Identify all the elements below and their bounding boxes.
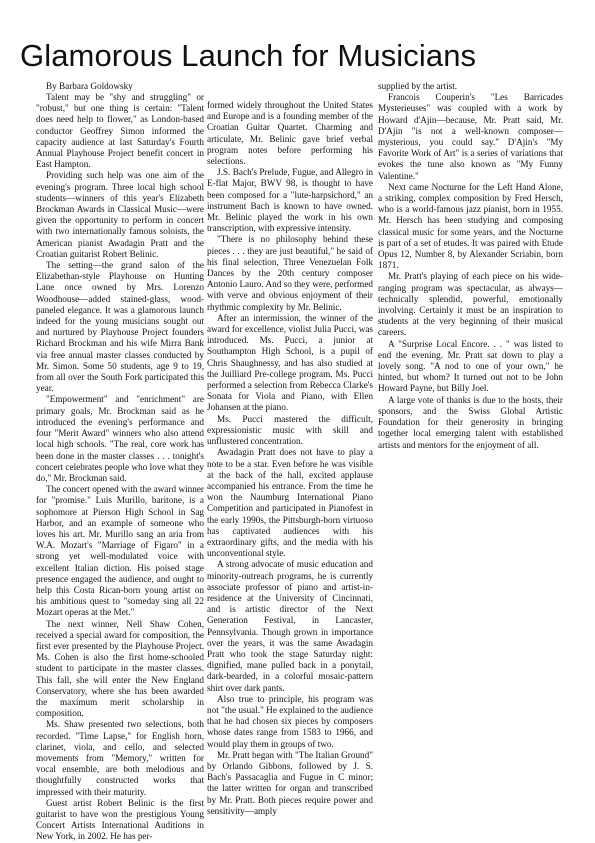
article-column-1 [36,81,204,842]
paragraph: Mr. Pratt's playing of each piece on his wide-ranging program was spectacular, as always—technically splendid, powerful, emotionally involving. Certainly it must be an inspiration to students at the very beginning of their musical careers. [378,271,563,338]
paragraph: "Empowerment" and "enrichment" are primary goals, Mr. Brockman said as he introduced the evening's performance and four "Merit Award" winners who also attend local high schools. "The real, core work has been done in the master classes . . . tonight's concert celebrates people who love what they do," Mr. Brockman said. [36,394,204,483]
paragraph: A "Surprise Local Encore. . . " was listed to end the evening. Mr. Pratt sat down to play a lovely song. "A nod to one of your own," he hinted, but whom? It turned out not to be John Howard Payne, but Billy Joel. [378,338,563,394]
paragraph: Ms. Pucci mastered the difficult, expressionistic music with skill and unflustered concentration. [207,413,373,447]
paragraph: A strong advocate of music education and minority-outreach programs, he is currently associate professor of piano and artist-in-residence at the University of Cincinnati, and is artistic director of the Next Generation Festival, in Lancaster, Pennsylvania. Though grown in importance over the years, it was the same Awadagin Pratt who took the stage Saturday night: dignified, mane pulled back in a ponytail, dark-bearded, in a colorful mosaic-pattern shirt over dark pants. [207,559,373,693]
paragraph: Also true to principle, his program was not "the usual." He explained to the audience that he had chosen six pieces by composers whose dates range from 1583 to 1966, and would play them in groups of two. [207,693,373,749]
paragraph: J.S. Bach's Prelude, Fugue, and Allegro in E-flat Major, BWV 98, is thought to have been composed for a "lute-harpsichord," an instrument Bach is known to have owned. Mr. Belinic played the work in his own transcription, with expressive intensity. [207,167,373,234]
headline: Glamorous Launch for Musicians [20,38,477,73]
paragraph: Francois Couperin's "Les Barricades Mysterieuses" was coupled with a work by Howard d'Ajin—because, Mr. Pratt said, Mr. D'Ajin "is not a well-known composer—mysterious, you could say." D'Ajin's "My Favorite Work of Art" is a series of variations that evokes the tune also known as "My Funny Valentine." [378,92,563,181]
paragraph: Mr. Pratt began with "The Italian Ground" by Orlando Gibbons, followed by J. S. Bach's Passacaglia and Fugue in C minor; the latter written for organ and transcribed by Mr. Pratt. Both pieces require power and sensitivity—amply [207,749,373,816]
byline: By Barbara Goldowsky [46,81,133,91]
paragraph: Providing such help was one aim of the evening's program. Three local high school students—winners of this year's Elizabeth Brockman Awards in Classical Music—were given the opportunity to perform in concert with two internationally famous soloists, the American pianist Awadagin Pratt and the Croatian guitarist Robert Belinic. [36,170,204,259]
paragraph: "There is no philosophy behind these pieces . . . they are just beautiful," he said of his final selection, Three Venezuelan Folk Dances by the 20th century composer Antonio Lauro. And so they were, performed with verve and obvious enjoyment of their rhythmic complexity by Mr. Belinic. [207,234,373,312]
paragraph: After an intermission, the winner of the award for excellence, violist Julia Pucci, was introduced. Ms. Pucci, a junior at Southampton High School, is a pupil of Chris Shaughnessy, and has also studied at the Juilliard Pre-college program. Ms. Pucci performed a selection from Rebecca Clarke's Sonata for Viola and Piano, with Ellen Johansen at the piano. [207,312,373,413]
paragraph: formed widely throughout the United States and Europe and is a founding member of the Croatian Guitar Quartet. Charming and articulate, Mr. Belinic gave brief verbal program notes before performing his selections. [207,100,373,167]
paragraph: Talent may be "shy and struggling" or "robust," but one thing is certain: "Talent does need help to flower," as London-based conductor Geoffrey Simon informed the capacity audience at last Saturday's Fourth Annual Playhouse Project benefit concert in East Hampton. [36,92,204,170]
article-column-3 [378,81,563,802]
paragraph: Ms. Shaw presented two selections, both recorded. "Time Lapse," for English horn, clarinet, viola, and cello, and selected movements from "Memory," written for vocal ensemble, are both melodious and thoughtfully constructed works that impressed with their maturity. [36,719,204,797]
paragraph: supplied by the artist. [378,81,458,91]
article-column-2 [207,100,373,816]
paragraph: A large vote of thanks is due to the hosts, their sponsors, and the Swiss Global Artistic Foundation for their generosity in bringing together local emerging talent with established artists and mentors for the enjoyment of all. [378,394,563,450]
paragraph: Next came Nocturne for the Left Hand Alone, a striking, complex composition by Fred Hersch, who is a world-famous jazz pianist, born in 1955. Mr. Hersch has been studying and composing classical music for some years, and the Nocturne is part of a set of etudes. It was paired with Etude Opus 12, Number 8, by Alexander Scriabin, born 1871. [378,181,563,271]
paragraph: Guest artist Robert Belinic is the first guitarist to have won the prestigious Young Concert Artists International Auditions in New York, in 2002. He has per- [36,797,204,842]
paragraph: The setting—the grand salon of the Elizabethan-style Playhouse on Hunting Lane once owned by Mrs. Lorenzo Woodhouse—added stained-glass, wood-paneled elegance. It was a glamorous launch indeed for the young musicians sought out and nurtured by Playhouse Project founders Richard Brockman and his wife Mirra Bank via free annual master classes conducted by Mr. Simon. Some 50 students, age 9 to 19, from all over the South Fork participated this year. [36,260,204,394]
paragraph: The concert opened with the award winner for "promise." Luis Murillo, baritone, is a sophomore at Pierson High School in Sag Harbor, and an example of someone who loves his art. Mr. Murillo sang an aria from W.A. Mozart's "Marriage of Figaro" in a strong yet well-modulated voice with excellent Italian diction. His poised stage presence engaged the audience, and ought to help this Costa Rican-born young artist on his ambitious quest to "someday sing all 22 Mozart operas at the Met." [36,484,204,618]
paragraph: The next winner, Nell Shaw Cohen, received a special award for composition, the first ever presented by the Playhouse Project. Ms. Cohen is also the first home-schooled student to participate in the master classes. This fall, she will enter the New England Conservatory, where she has been awarded the maximum merit scholarship in composition. [36,618,204,719]
paragraph: Awadagin Pratt does not have to play a note to be a star. Even before he was visible at the back of the hall, excited applause accompanied his entrance. From the time he won the Naumburg International Piano Competition and participated in Pianofest in the early 1990s, the Pittsburgh-born virtuoso has captivated audiences with his extraordinary gifts, and the media with his unconventional style. [207,447,373,559]
